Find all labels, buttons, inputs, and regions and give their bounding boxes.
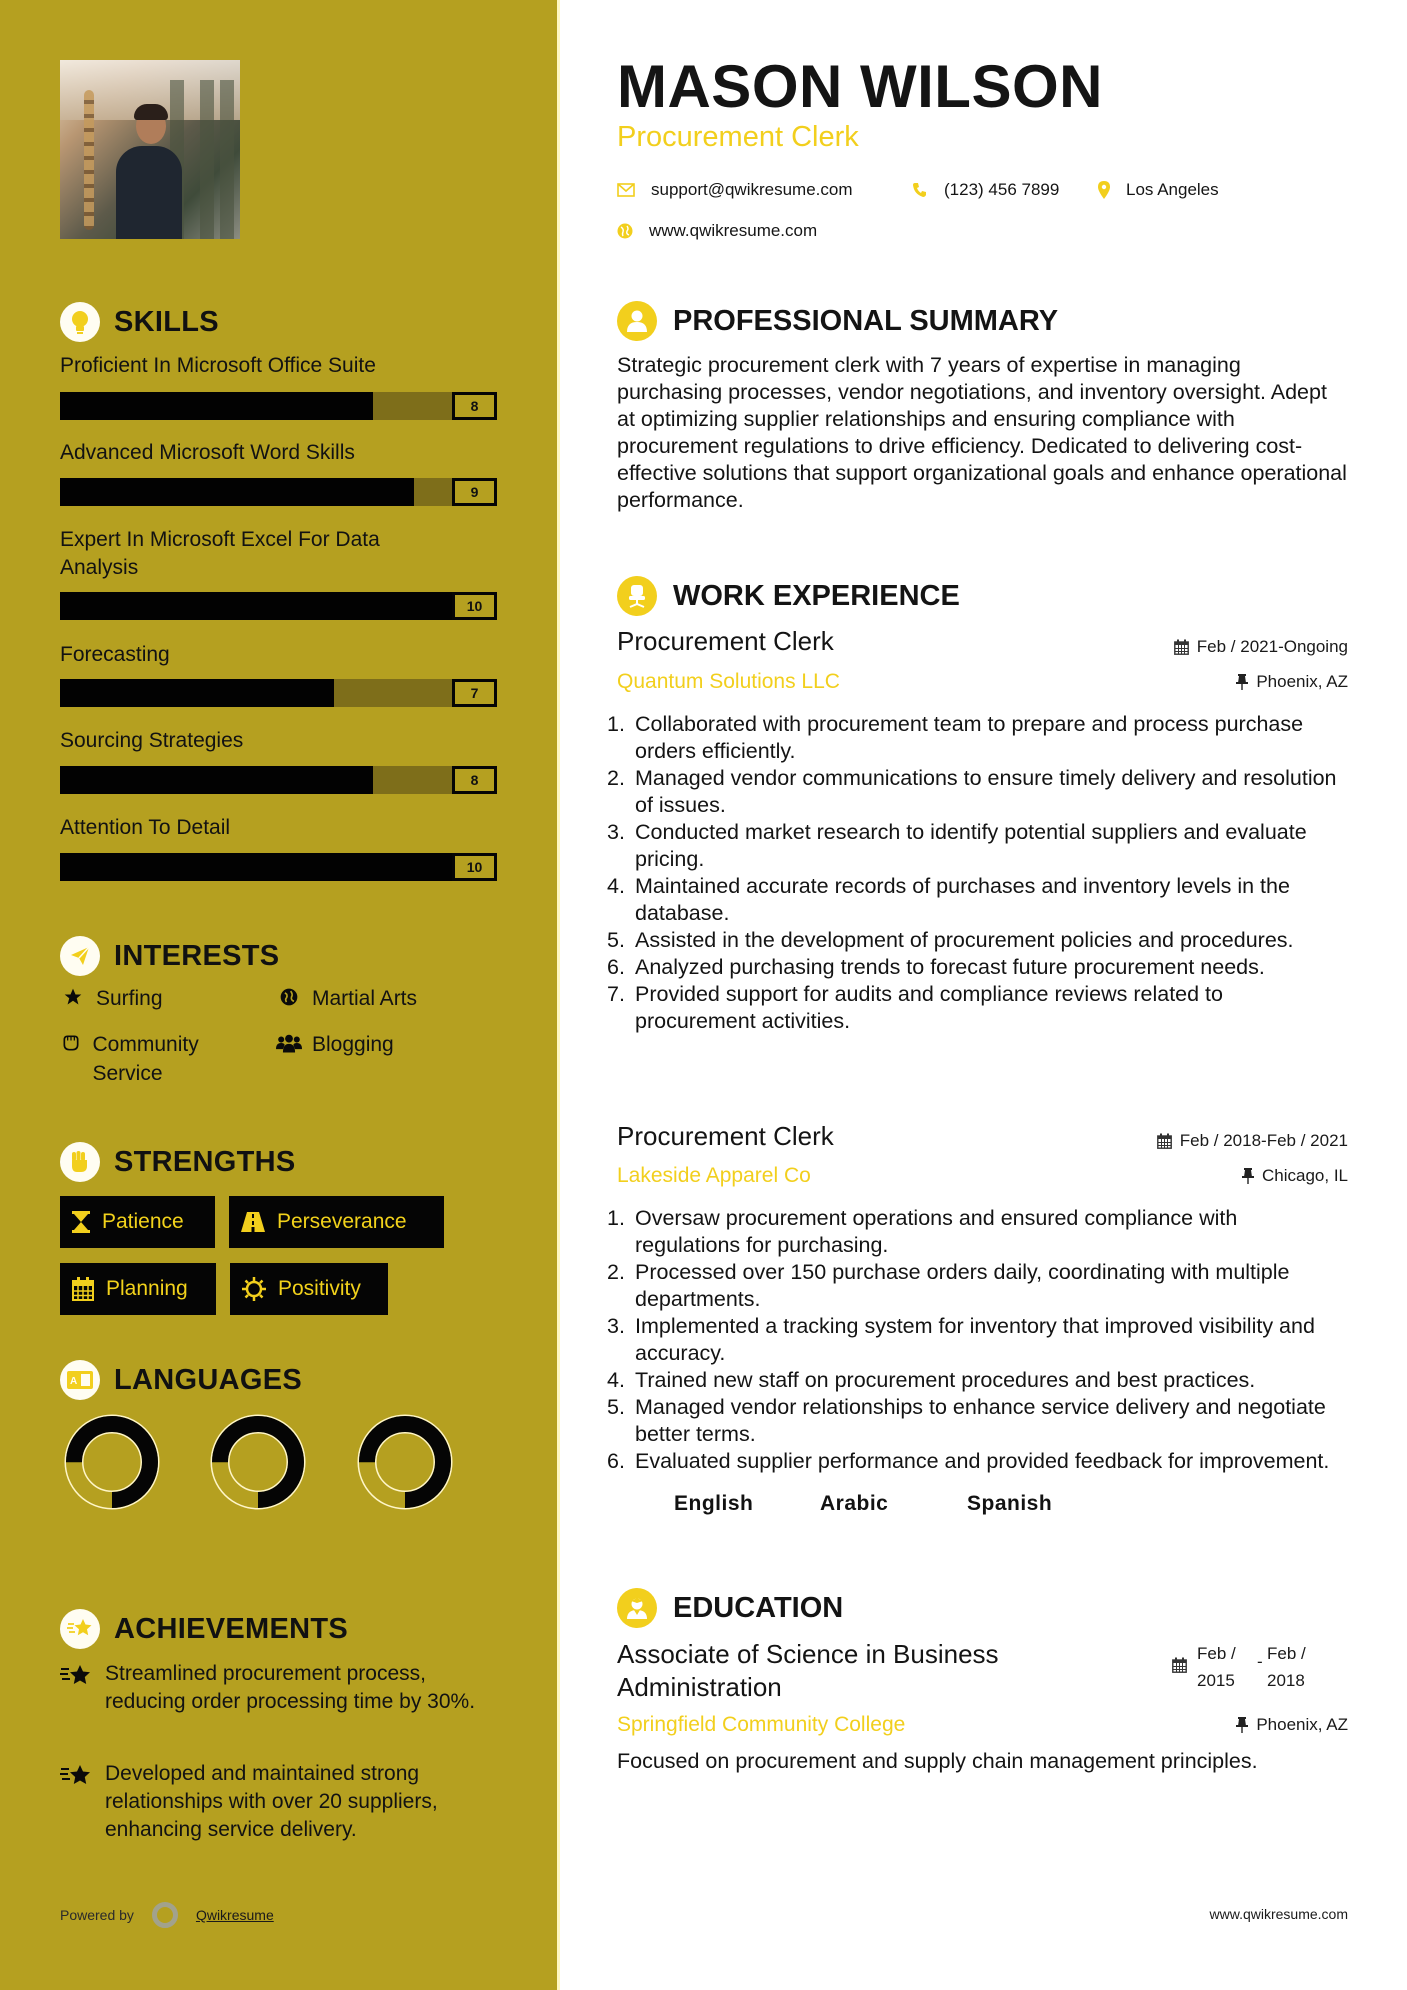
contact-website — [617, 221, 817, 241]
calendar-icon — [1174, 639, 1189, 655]
phone-icon — [912, 182, 928, 198]
skill-score: 10 — [452, 853, 497, 881]
strength-label: Planning — [106, 1277, 188, 1300]
start-date: Feb / 2015 — [1197, 1644, 1236, 1690]
svg-text:A: A — [70, 1376, 78, 1387]
skill-label: Expert In Microsoft Excel For Data Analysis — [60, 528, 380, 579]
education-title: EDUCATION — [673, 1591, 844, 1624]
degree-title: Associate of Science in Business Administration — [617, 1639, 999, 1702]
skill-score: 9 — [452, 478, 497, 506]
strength-label: Positivity — [278, 1277, 361, 1300]
job-dates-text: Feb / 2021-Ongoing — [1196, 637, 1348, 656]
profile-photo — [60, 60, 240, 239]
globe-icon — [617, 223, 633, 239]
hourglass-icon — [72, 1211, 90, 1233]
languages-title: LANGUAGES — [114, 1363, 302, 1396]
shooting-star-icon — [60, 1660, 105, 1716]
interest-label: Blogging — [312, 1033, 394, 1056]
job-location-text: Chicago, IL — [1262, 1166, 1348, 1185]
qwikresume-logo-icon — [152, 1902, 178, 1928]
email-text[interactable]: support@qwikresume.com — [651, 180, 853, 199]
job-responsibilities — [607, 711, 1347, 1035]
calendar-icon — [72, 1277, 94, 1301]
sun-icon — [242, 1277, 266, 1301]
job-responsibilities — [607, 1205, 1347, 1475]
achievements-title: ACHIEVEMENTS — [114, 1612, 349, 1645]
list-item: 6. Analyzed purchasing trends to forecast future procurement needs. — [607, 955, 1265, 979]
list-item: 3. Conducted market research to identify potential suppliers and evaluate pricing. — [607, 820, 1307, 871]
summary-title: PROFESSIONAL SUMMARY — [673, 304, 1059, 337]
interests-heading — [60, 936, 279, 976]
website-text[interactable]: www.qwikresume.com — [649, 221, 818, 240]
skill-bar — [60, 679, 497, 707]
candidate-role: Procurement Clerk — [617, 121, 859, 153]
job-title: Procurement Clerk — [617, 626, 834, 656]
list-item: 5. Assisted in the development of procurement policies and procedures. — [607, 928, 1294, 952]
language-donut — [357, 1414, 453, 1510]
pushpin-icon — [1236, 674, 1248, 690]
job-location-text: Phoenix, AZ — [1256, 672, 1348, 691]
company-name: Lakeside Apparel Co — [617, 1164, 811, 1187]
list-item: 2. Processed over 150 purchase orders daily, coordinating with multiple departments. — [607, 1260, 1290, 1311]
qwikresume-link[interactable]: Qwikresume — [195, 1907, 274, 1923]
users-icon — [276, 1030, 302, 1053]
strength-chip — [229, 1196, 444, 1248]
pushpin-icon — [1236, 1717, 1248, 1733]
globe-icon — [276, 984, 302, 1007]
road-icon — [241, 1212, 265, 1232]
end-date: Feb / 2018 — [1267, 1644, 1306, 1690]
achievement-text: Streamlined procurement process, reducing order processing time by 30%. — [105, 1662, 476, 1713]
interest-item — [60, 984, 163, 1013]
fist-icon — [60, 1030, 83, 1053]
skills-title: SKILLS — [114, 305, 219, 338]
job-dates — [1157, 1131, 1348, 1151]
date-separator: - — [1257, 1652, 1263, 1671]
achievement-item — [60, 1660, 500, 1716]
contact-phone — [912, 180, 1059, 200]
skill-score: 8 — [452, 392, 497, 420]
education-location-text: Phoenix, AZ — [1256, 1715, 1348, 1734]
education-description: Focused on procurement and supply chain management principles. — [617, 1749, 1258, 1773]
paper-plane-icon — [60, 936, 100, 976]
skill-bar — [60, 853, 497, 881]
skill-score: 8 — [452, 766, 497, 794]
summary-heading — [617, 301, 1058, 341]
skill-bar — [60, 478, 497, 506]
job-location — [1236, 672, 1348, 692]
company-name: Quantum Solutions LLC — [617, 670, 840, 693]
skill-bar — [60, 592, 497, 620]
interests-title: INTERESTS — [114, 939, 280, 972]
school-name: Springfield Community College — [617, 1713, 906, 1736]
job-location — [1242, 1166, 1348, 1186]
graduate-icon — [617, 1588, 657, 1628]
summary-text: Strategic procurement clerk with 7 years of expertise in managing purchasing processes, vendor negotiations, and inventory oversight. Adept at optimizing supplier relationships and ensuring compliance with procurement regulations to drive efficiency. Dedicated to delivering cost-effective solutions that support organizational goals and enhance operational performance. — [617, 353, 1347, 512]
language-label: Arabic — [820, 1492, 889, 1515]
strength-label: Patience — [102, 1210, 184, 1233]
languages-heading — [60, 1360, 302, 1400]
star-icon — [60, 984, 86, 1007]
user-icon — [617, 301, 657, 341]
strength-label: Perseverance — [277, 1210, 407, 1233]
contact-email — [617, 180, 853, 200]
language-donut — [64, 1414, 160, 1510]
list-item: 5. Managed vendor relationships to enhance service delivery and negotiate better terms. — [607, 1395, 1326, 1446]
contact-location — [1098, 180, 1219, 200]
shooting-star-icon — [60, 1760, 105, 1844]
list-item: 7. Provided support for audits and compliance reviews related to procurement activities. — [607, 982, 1223, 1033]
skill-label: Advanced Microsoft Word Skills — [60, 441, 355, 464]
fist-raised-icon — [60, 1142, 100, 1182]
experience-title: WORK EXPERIENCE — [673, 579, 960, 612]
achievements-heading — [60, 1609, 348, 1649]
strength-chip — [230, 1263, 388, 1315]
job-title: Procurement Clerk — [617, 1121, 834, 1151]
interest-label: Martial Arts — [312, 987, 418, 1010]
interest-label: Community Service — [92, 1033, 199, 1085]
skill-bar — [60, 392, 497, 420]
skill-label: Forecasting — [60, 643, 170, 666]
interest-label: Surfing — [96, 987, 163, 1010]
list-item: 3. Implemented a tracking system for inventory that improved visibility and accuracy. — [607, 1314, 1315, 1365]
strengths-heading — [60, 1142, 296, 1182]
experience-heading — [617, 576, 960, 616]
shooting-star-icon — [60, 1609, 100, 1649]
strengths-title: STRENGTHS — [114, 1145, 296, 1178]
calendar-icon — [1172, 1640, 1187, 1694]
interest-item — [276, 1030, 394, 1059]
language-label: English — [674, 1492, 754, 1515]
language-icon — [60, 1360, 100, 1400]
job-dates — [1174, 637, 1348, 657]
skill-bar — [60, 766, 497, 794]
list-item: 2. Managed vendor communications to ensure timely delivery and resolution of issues. — [607, 766, 1337, 817]
skills-heading — [60, 302, 219, 342]
skill-score: 7 — [452, 679, 497, 707]
lightbulb-icon — [60, 302, 100, 342]
column-divider — [557, 0, 560, 1990]
office-chair-icon — [617, 576, 657, 616]
list-item: 1. Collaborated with procurement team to prepare and process purchase orders efficiently. — [607, 712, 1304, 763]
powered-by-label: Powered by — [60, 1907, 134, 1923]
language-label: Spanish — [967, 1492, 1053, 1515]
achievement-item — [60, 1760, 500, 1844]
footer-url[interactable]: www.qwikresume.com — [1209, 1906, 1348, 1922]
map-marker-icon — [1098, 181, 1110, 199]
strength-chip — [60, 1196, 215, 1248]
pushpin-icon — [1242, 1168, 1254, 1184]
list-item: 4. Trained new staff on procurement procedures and best practices. — [607, 1368, 1256, 1392]
powered-by — [60, 1902, 274, 1928]
language-item — [57, 1414, 754, 1515]
interest-item — [276, 984, 417, 1013]
candidate-name: MASON WILSON — [617, 53, 1103, 120]
education-heading — [617, 1588, 843, 1628]
calendar-icon — [1157, 1133, 1172, 1149]
list-item: 1. Oversaw procurement operations and ensured compliance with regulations for purchasing. — [607, 1206, 1238, 1257]
envelope-icon — [617, 183, 635, 197]
education-dates — [1172, 1640, 1327, 1694]
list-item: 4. Maintained accurate records of purchases and inventory levels in the database. — [607, 874, 1290, 925]
skill-label: Proficient In Microsoft Office Suite — [60, 354, 376, 377]
interest-item — [60, 1030, 250, 1088]
skill-score: 10 — [452, 592, 497, 620]
job-dates-text: Feb / 2018-Feb / 2021 — [1179, 1131, 1348, 1150]
strength-chip — [60, 1263, 216, 1315]
education-location — [1236, 1715, 1348, 1735]
skill-label: Attention To Detail — [60, 816, 231, 839]
language-donut — [210, 1414, 306, 1510]
phone-text[interactable]: (123) 456 7899 — [944, 180, 1060, 199]
skill-label: Sourcing Strategies — [60, 729, 244, 752]
location-text: Los Angeles — [1126, 180, 1219, 199]
list-item: 6. Evaluated supplier performance and provided feedback for improvement. — [607, 1449, 1330, 1473]
achievement-text: Developed and maintained strong relationships with over 20 suppliers, enhancing service delivery. — [105, 1762, 438, 1841]
